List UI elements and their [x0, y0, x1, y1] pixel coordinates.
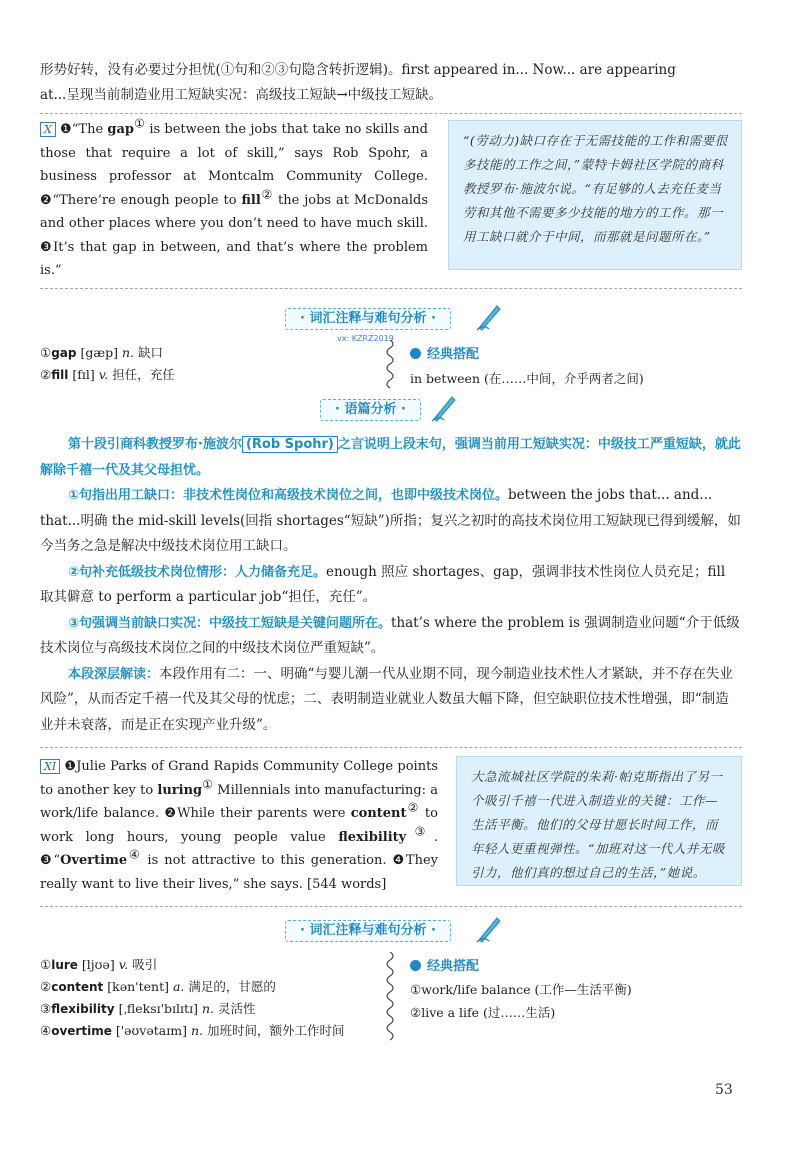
banner-label: · 语篇分析 · [320, 399, 421, 421]
sentence-text: ❷While their parents were [164, 806, 351, 821]
sentence-text: the jobs at McDonalds and other places where you don’t need to have much skill. [40, 192, 429, 231]
section-divider [40, 906, 742, 907]
vocab-word: fill [241, 192, 261, 208]
vocab-word: luring [157, 782, 203, 798]
sentence-text: is not attractive to this generation. [141, 853, 393, 868]
pen-icon [475, 302, 503, 332]
vocab-entry: ②content [kən'tent] a. 满足的，甘愿的 [40, 979, 276, 994]
pen-icon [430, 393, 458, 423]
intro-paragraph [40, 58, 742, 108]
watermark-text: vx: KZRZ2019 [337, 334, 394, 343]
bullet-dot-icon [410, 348, 421, 359]
section-divider [40, 747, 742, 748]
section-divider [40, 113, 742, 114]
footnote-marker: ② [260, 187, 274, 202]
vocab-list-2 [40, 954, 385, 1042]
collocation-item: ②live a life (过……生活) [410, 1005, 556, 1020]
banner-label: · 词汇注释与难句分析 · [285, 308, 451, 330]
vocab-entry: ①lure [ljʊə] v. 吸引 [40, 957, 158, 972]
vocab-entry: ③flexibility [ˌfleksɪ'bɪlɪtɪ] n. 灵活性 [40, 1001, 256, 1016]
analysis-paragraph: ①句指出用工缺口：非技术性岗位和高级技术岗位之间，也即中级技术岗位。between the jobs that... and... that...明确 the mid-skill levels(回指 shortages“短缺”)所指；复兴之初时的高技术岗位用工短缺现已得到缓解，如今当务之急是解决中级技术岗位用工缺口。 [40, 487, 741, 554]
paragraph-x-english [40, 118, 428, 283]
boxed-term: (Rob Spohr) [242, 436, 338, 453]
footnote-marker: ① [202, 777, 214, 792]
vocab-word: content [350, 806, 407, 821]
vocab-word: flexibility [338, 829, 407, 845]
analysis-paragraph: ②句补充低级技术岗位情形：人力储备充足。enough 照应 shortages、gap，强调非技术性岗位人员充足；fill 取其僻意 to perform a particular job“担任，充任”。 [40, 563, 726, 605]
sentence-text: to work long hours, young people value [40, 806, 438, 845]
word-count: [544 words] [307, 876, 387, 892]
analysis-paragraph: ③句强调当前缺口实况：中级技工短缺是关键问题所在。that’s where the problem is 强调制造业问题“介于低级技术岗位与高级技术岗位之间的中级技术岗位严重短缺”。 [40, 614, 740, 656]
intro-line-2: at...呈现当前制造业用工短缺实况：高级技工短缺→中级技工短缺。 [40, 87, 443, 103]
collocation-item: ①work/life balance (工作—生活平衡) [410, 982, 632, 997]
vocab-list-1 [40, 342, 370, 386]
paragraph-number: XI [40, 759, 60, 774]
collocation-item: in between (在……中间，介乎两者之间) [410, 371, 644, 386]
analysis-paragraph: 本段深层解读：本段作用有二：一、明确“与婴儿潮一代从业期不同，现今制造业技术性人才紧缺，并不存在失业风险”，从而否定千禧一代及其父母的忧虑；二、表明制造业就业人数虽大幅下降，但空缺职位技术性增强，即“制造业并未衰落，而是正在实现产业升级”。 [40, 665, 733, 733]
translation-text: 大急流城社区学院的朱莉·帕克斯指出了另一个吸引千禧一代进入制造业的关键：工作—生活平衡。他们的父母甘愿长时间工作，而年轻人更重视弹性。“加班对这一代人并无吸引力，他们真的想过自己的生活，”她说。 [471, 769, 725, 880]
footnote-marker: ③ [406, 824, 434, 839]
sentence-text: Millennials into manufacturing: a work/life balance. [40, 782, 438, 821]
vocab-entry: ①gap [gæp] n. 缺口 [40, 345, 164, 360]
wavy-divider [383, 340, 397, 390]
translation-box-xi [456, 756, 742, 886]
vocab-word: Overtime [60, 853, 128, 868]
bullet-dot-icon [410, 960, 421, 971]
paragraph-number: X [40, 122, 56, 137]
analysis-paragraph: 第十段引商科教授罗布·施波尔 (Rob Spohr) 之言说明上段末句，强调当前用工短缺实况：中级技工严重短缺，就此解除千禧一代及其父母担忧。 [40, 437, 741, 478]
sentence-text: ❶Julie Parks of Grand Rapids Community College points to another key to [40, 759, 438, 798]
section-banner-vocab [285, 306, 515, 332]
discourse-analysis [40, 432, 742, 738]
vocab-entry: ②fill [fɪl] v. 担任，充任 [40, 367, 175, 382]
footnote-marker: ① [134, 116, 146, 131]
wavy-divider [383, 952, 397, 1042]
pen-icon [475, 914, 503, 944]
footnote-marker: ② [406, 800, 420, 815]
section-banner-discourse [320, 397, 550, 423]
translation-box-x [448, 120, 742, 270]
sentence-text: ❷“There’re enough people to [40, 192, 242, 208]
sentence-text: ❸“ [40, 853, 61, 868]
footnote-marker: ④ [127, 847, 142, 862]
sentence-text: ❹They really want to live their lives,” she says. [40, 853, 438, 892]
banner-label: · 词汇注释与难句分析 · [285, 920, 451, 942]
sentence-text: ❸It’s that gap in between, and that’s where the problem is.” [40, 239, 428, 278]
sentence-text: ❶“The [59, 122, 108, 137]
sentence-text: . [433, 829, 438, 845]
section-divider [40, 288, 742, 289]
vocab-entry: ④overtime ['əʊvətaɪm] n. 加班时间，额外工作时间 [40, 1023, 345, 1038]
collocation-title: 经典搭配 [410, 955, 479, 974]
paragraph-xi-english [40, 755, 438, 896]
vocab-word: gap [107, 122, 135, 137]
collocation-title: 经典搭配 [410, 343, 479, 362]
section-banner-vocab [285, 918, 515, 944]
intro-line-1: 形势好转，没有必要过分担忧(①句和②③句隐含转折逻辑)。first appeared in... Now... are appearing [40, 62, 676, 78]
sentence-text: is between the jobs that take no skills and those that require a lot of skill,” says Rob Spohr, a business professor at Montcalm Community College. [40, 122, 428, 184]
translation-text: “(劳动力)缺口存在于无需技能的工作和需要很多技能的工作之间，”蒙特卡姆社区学院的商科教授罗布·施波尔说。“有足够的人去充任麦当劳和其他不需要多少技能的地方的工作。那一用工缺口就介于中间，而那就是问题所在。” [463, 133, 728, 244]
page-number: 53 [715, 1082, 733, 1098]
